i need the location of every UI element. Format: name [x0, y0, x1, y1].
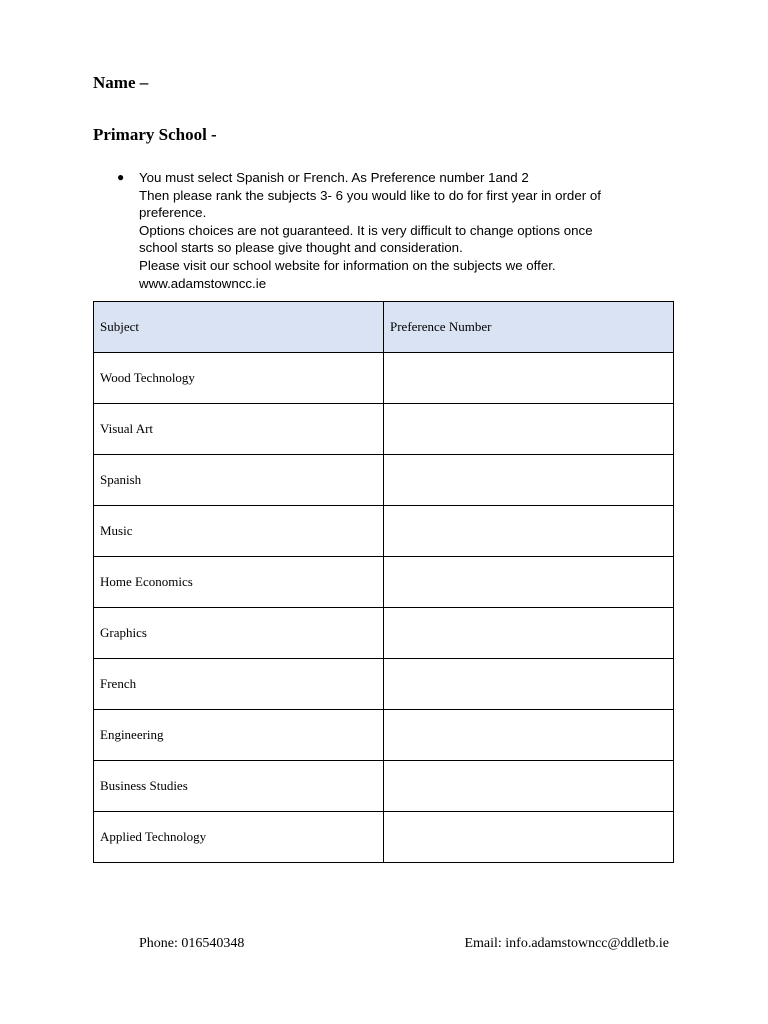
school-website-link[interactable]: www.adamstowncc.ie: [139, 275, 267, 291]
table-row: [94, 659, 674, 710]
instruction-line: preference.: [139, 205, 207, 221]
subject-cell: Wood Technology: [94, 353, 384, 404]
table-row: [94, 608, 674, 659]
column-header-preference: Preference Number: [384, 302, 674, 353]
preference-cell[interactable]: [384, 404, 674, 455]
preference-cell[interactable]: [384, 761, 674, 812]
table-row: [94, 455, 674, 506]
instruction-line: Then please rank the subjects 3- 6 you would like to do for first year in order of: [139, 187, 601, 203]
instruction-line: Please visit our school website for information on the subjects we offer.: [139, 257, 556, 273]
instructions-text: [139, 169, 677, 292]
preference-cell[interactable]: [384, 710, 674, 761]
preference-cell[interactable]: [384, 608, 674, 659]
subject-cell: Applied Technology: [94, 812, 384, 863]
table-row: [94, 812, 674, 863]
instructions-bullet: [117, 169, 677, 292]
subject-cell: French: [94, 659, 384, 710]
subject-cell: Spanish: [94, 455, 384, 506]
bullet-icon: ●: [117, 170, 125, 184]
instruction-line: You must select Spanish or French. As Preference number 1and 2: [139, 170, 529, 185]
footer-phone: Phone: 016540348: [139, 936, 245, 951]
primary-school-heading: Primary School -: [93, 125, 217, 144]
table-row: [94, 761, 674, 812]
table-row: [94, 404, 674, 455]
subject-preference-table: [93, 301, 674, 863]
table-header-row: [94, 302, 674, 353]
table-row: [94, 557, 674, 608]
instruction-line: Options choices are not guaranteed. It is very difficult to change options once: [139, 222, 593, 238]
subject-cell: Visual Art: [94, 404, 384, 455]
instruction-line: school starts so please give thought and consideration.: [139, 240, 463, 256]
preference-cell[interactable]: [384, 455, 674, 506]
subject-cell: Graphics: [94, 608, 384, 659]
subject-cell: Music: [94, 506, 384, 557]
table-row: [94, 506, 674, 557]
preference-cell[interactable]: [384, 557, 674, 608]
preference-cell[interactable]: [384, 506, 674, 557]
name-heading: Name –: [93, 73, 149, 92]
column-header-subject: Subject: [94, 302, 384, 353]
table-row: [94, 710, 674, 761]
subject-cell: Business Studies: [94, 761, 384, 812]
table-row: [94, 353, 674, 404]
preference-cell[interactable]: [384, 659, 674, 710]
preference-cell[interactable]: [384, 353, 674, 404]
subject-cell: Home Economics: [94, 557, 384, 608]
preference-cell[interactable]: [384, 812, 674, 863]
subject-cell: Engineering: [94, 710, 384, 761]
footer-email[interactable]: Email: info.adamstowncc@ddletb.ie: [464, 936, 669, 951]
